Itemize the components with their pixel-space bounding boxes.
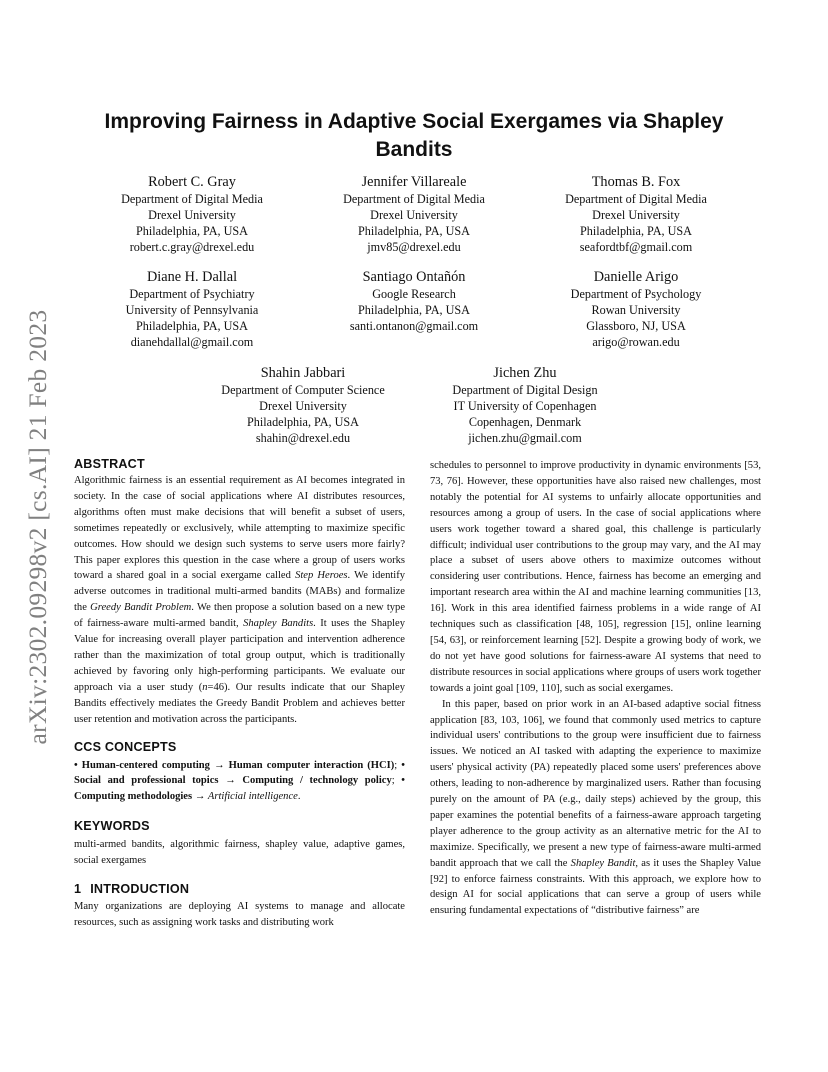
author-name: Robert C. Gray xyxy=(148,174,236,190)
author-location: Philadelphia, PA, USA xyxy=(358,223,470,238)
author-dept: Department of Psychiatry xyxy=(129,287,255,301)
author-email: santi.ontanon@gmail.com xyxy=(349,318,479,333)
text-run: , as it uses the Shapley Value [92] to enforce fairness constraints. With this approach, we explore how to design AI for social applications that can serve a group of users while ensuring fundamental expectations of “distributive fairness” are xyxy=(430,857,761,917)
author-block xyxy=(92,268,292,351)
ccs-concepts xyxy=(74,758,405,806)
author-location: Philadelphia, PA, USA xyxy=(358,302,470,317)
author-dept: Department of Psychology xyxy=(570,287,702,301)
intro-heading xyxy=(74,881,405,897)
left-column xyxy=(74,456,405,931)
author-email: dianehdallal@gmail.com xyxy=(130,334,254,349)
keywords-heading: KEYWORDS xyxy=(74,819,150,834)
paper-title: Improving Fairness in Adaptive Social Exergames via Shapley Bandits xyxy=(104,110,724,161)
author-name: Jennifer Villareale xyxy=(361,174,467,190)
author-block xyxy=(314,173,514,256)
text-run: → xyxy=(209,759,229,771)
text-run: ; xyxy=(394,759,402,771)
intro-paragraph: Many organizations are deploying AI systems to manage and allocate resources, such as assigning work tasks and distributing work xyxy=(74,901,405,928)
author-inst: Drexel University xyxy=(148,207,236,222)
author-location: Philadelphia, PA, USA xyxy=(247,414,359,429)
author-inst: Drexel University xyxy=(592,207,680,222)
right-column xyxy=(430,458,761,919)
author-dept: Department of Digital Media xyxy=(121,192,263,206)
text-run: Computing / technology policy xyxy=(242,775,392,787)
author-block xyxy=(314,268,514,335)
author-location: Philadelphia, PA, USA xyxy=(136,318,248,333)
text-run: n xyxy=(202,681,208,693)
author-location: Glassboro, NJ, USA xyxy=(586,318,686,333)
section-title: INTRODUCTION xyxy=(90,882,190,897)
author-email: seafordtbf@gmail.com xyxy=(579,239,693,254)
arxiv-id: arXiv:2302.09298v2 [cs.AI] 21 Feb 2023 xyxy=(23,309,52,745)
arxiv-sidebar-stamp xyxy=(18,296,58,758)
author-name: Jichen Zhu xyxy=(493,365,557,381)
author-name: Diane H. Dallal xyxy=(146,269,238,285)
text-run: Algorithmic fairness is an essential requirement as AI becomes integrated in society. In the case of social applications where AI distributes resources, algorithms often must make decisions that will benefit a subset of users, sometimes repeatedly or exclusively, while attempting to maximize specific outcomes. How should we design such systems to serve users more fairly? This paper explores this question in the case where a group of users works toward a shared goal in a social exergame called xyxy=(74,475,405,582)
author-email: robert.c.gray@drexel.edu xyxy=(129,239,255,254)
author-block xyxy=(425,364,625,447)
author-dept: Department of Digital Media xyxy=(343,192,485,206)
text-run: Step Heroes xyxy=(295,570,348,582)
text-run: Shapley Bandits xyxy=(243,618,314,630)
text-run: Shapley Bandit xyxy=(570,857,636,869)
text-run: Greedy Bandit Problem xyxy=(90,602,192,614)
author-location: Copenhagen, Denmark xyxy=(468,414,582,429)
author-block xyxy=(92,173,292,256)
abstract-text xyxy=(74,473,405,728)
author-email: jichen.zhu@gmail.com xyxy=(468,430,582,445)
author-location: Philadelphia, PA, USA xyxy=(136,223,248,238)
intro-paragraph xyxy=(430,697,761,920)
text-run: Human computer interaction (HCI) xyxy=(228,759,395,771)
text-run: → xyxy=(192,791,208,803)
author-email: arigo@rowan.edu xyxy=(592,334,680,349)
author-dept: Department of Computer Science xyxy=(221,383,385,397)
author-name: Shahin Jabbari xyxy=(260,365,346,381)
author-inst: Drexel University xyxy=(259,398,347,413)
text-run: . We identify adverse outcomes in traditional multi-armed bandits (MABs) and formalize the xyxy=(74,570,405,614)
text-run: • Social and professional topics xyxy=(74,759,405,787)
author-email: jmv85@drexel.edu xyxy=(367,239,461,254)
author-dept: Department of Digital Media xyxy=(565,192,707,206)
text-run: . It uses the Shapley Value for increasing overall player participation and intervention adherence rather than the maximization of total group output, which is traditionally achieved by favoring only high-performing participants. We evaluate our approach via a user study ( xyxy=(74,618,405,693)
author-location: Philadelphia, PA, USA xyxy=(580,223,692,238)
intro-paragraph-continued: schedules to personnel to improve productivity in dynamic environments [53, 73, 76]. However, these opportunities have also raised new challenges, most notably the potential for AI systems to unfairly allocate opportunities and resources among a group of users. In the case of social applications where users work together toward a shared goal, this challenge is particularly difficult; individual user contributions to the group may vary, and the AI may place a subset of users above others to maximize outcomes without considering user contributions. Hence, fairness has become an emerging and important research area within the AI and machine learning communities [13, 16]. Work in this area identified fairness problems in a wide range of AI techniques such as classification [48, 105], regression [15], online learning [54, 63], or reinforcement learning [52]. Despite a growing body of work, we do not yet have good solutions for fairness-aware AI systems that need to distribute resources in social applications where groups of users work together towards a joint goal [109, 110], such as social exergames. xyxy=(430,460,761,694)
author-email: shahin@drexel.edu xyxy=(255,430,351,445)
author-name: Santiago Ontañón xyxy=(362,269,466,285)
abstract-heading: ABSTRACT xyxy=(74,457,145,471)
ccs-heading: CCS CONCEPTS xyxy=(74,739,177,754)
author-inst: University of Pennsylvania xyxy=(125,302,259,317)
text-run: =46). Our results indicate that our Shapley Bandits effectively mediates the Greedy Bandit Problem and achieves better user retention and motivation across the participants. xyxy=(74,681,405,725)
text-run: • Human-centered computing xyxy=(74,759,210,771)
keywords-text: multi-armed bandits, algorithmic fairness, shapley value, adaptive games, social exergames xyxy=(74,839,405,867)
author-block xyxy=(536,268,736,351)
text-run: • Computing methodologies xyxy=(74,775,405,803)
author-inst: Rowan University xyxy=(591,302,681,317)
author-block xyxy=(203,364,403,447)
section-number: 1 xyxy=(74,882,82,897)
text-run: Artificial intelligence xyxy=(207,791,298,803)
author-dept: Department of Digital Design xyxy=(452,383,598,397)
text-run: In this paper, based on prior work in an AI-based adaptive social fitness application [83, 103, 106], we found that commonly used metrics to capture individual users' contributions to the group were insufficient due to fairness issues. We noticed an AI tasked with adapting the experience to maximize users' physical activity (PA) repeatedly placed some users' preferences above others, leading to non-adherence by marginalized users. Rather than focusing purely on the amount of PA (e.g., daily steps) achieved by the group, this paper examines the potential benefits of a fairness-aware approach targeting player adherence to the group activity as an alternative metric for the AI to maximize. Specifically, we present a new type of fairness-aware multi-armed bandit approach that we call the xyxy=(430,698,761,869)
author-name: Thomas B. Fox xyxy=(591,174,681,190)
author-inst: Drexel University xyxy=(370,207,458,222)
author-block xyxy=(536,173,736,256)
text-run: ; xyxy=(391,775,402,787)
text-run: . xyxy=(297,791,301,803)
author-dept: Google Research xyxy=(372,287,456,301)
text-run: . We then propose a solution based on a new type of fairness-aware multi-armed bandit, xyxy=(74,602,406,630)
author-name: Danielle Arigo xyxy=(593,269,679,285)
author-inst: IT University of Copenhagen xyxy=(453,398,597,413)
text-run: → xyxy=(218,775,243,787)
